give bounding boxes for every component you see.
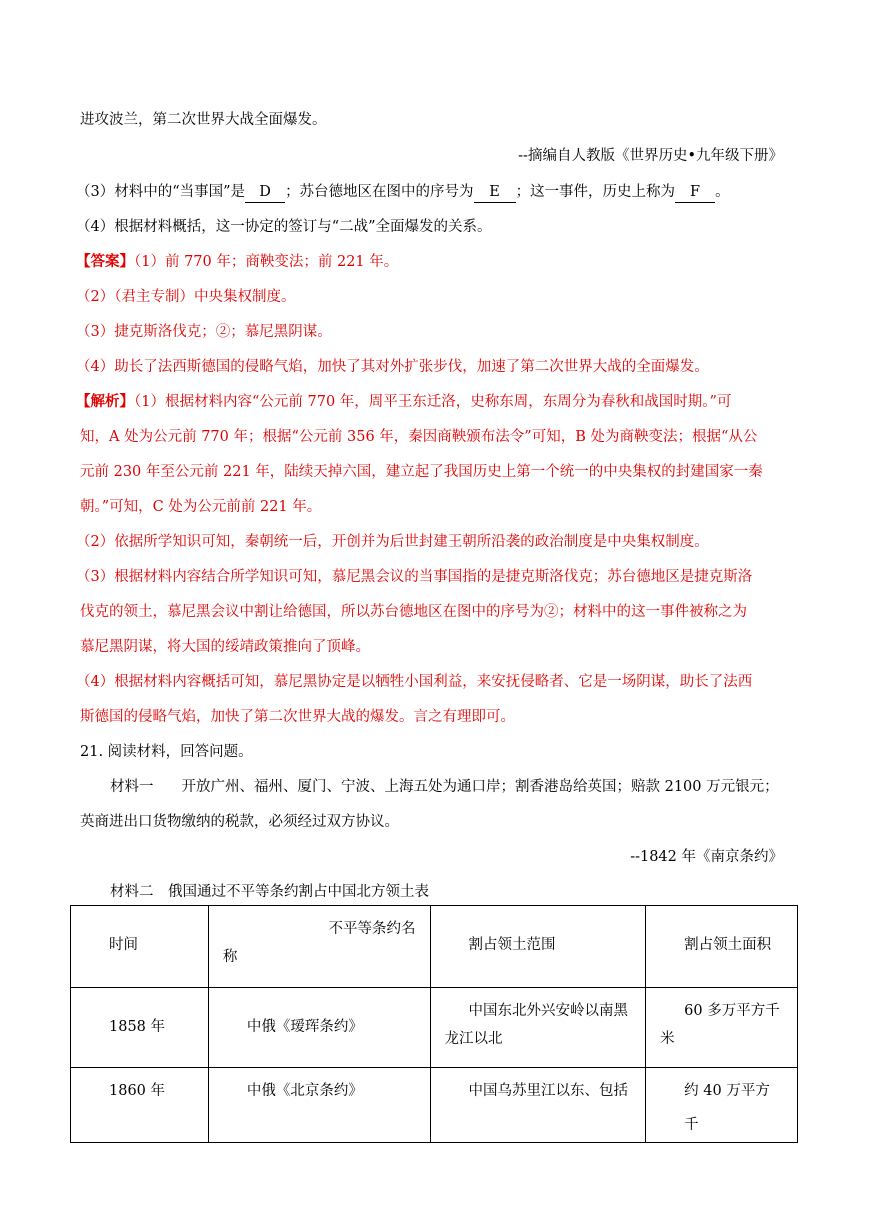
- material-2-label: 材料二 俄国通过不平等条约割占中国北方领土表: [110, 884, 429, 900]
- answer-4: （4）助长了法西斯德国的侵略气焰，加快了其对外扩张步伐，加速了第二次世界大战的全面爆发。: [76, 359, 709, 375]
- analysis-text-1: （1）根据材料内容“公元前 770 年，周平王东迁洛，史称东周，东周分为春秋和战国时期。”可: [134, 394, 732, 410]
- analysis-line-10: 斯德国的侵略气焰，加快了第二次世界大战的爆发。言之有理即可。: [80, 709, 515, 725]
- analysis-line-8: 慕尼黑阴谋，将大国的绥靖政策推向了顶峰。: [80, 639, 370, 655]
- blank-f: F: [675, 182, 715, 203]
- cell-time: 1858 年: [109, 1019, 166, 1035]
- material-tail: 进攻波兰，第二次世界大战全面爆发。: [80, 112, 327, 128]
- blank-e: E: [474, 182, 516, 203]
- cell-treaty: 中俄《北京条约》: [246, 1083, 363, 1099]
- q3-text-2: ；苏台德地区在图中的序号为: [285, 184, 474, 200]
- question-3: [76, 182, 730, 203]
- cell-area-line-1: 约 40 万平方千: [684, 1083, 770, 1133]
- analysis-line-6: （3）根据材料内容结合所学知识可知，慕尼黑会议的当事国指的是捷克斯洛伐克；苏台德地区是捷克斯洛: [76, 569, 753, 585]
- material-1-line-1: [110, 777, 779, 797]
- answer-line-1: [76, 252, 398, 272]
- cell-time: 1860 年: [109, 1083, 166, 1099]
- q3-text-3: ；这一事件，历史上称为: [515, 184, 676, 200]
- cell-area-line-1: 60 多万平方千: [684, 1003, 780, 1019]
- analysis-line-5: （2）依据所学知识可知，秦朝统一后，开创并为后世封建王朝所沿袭的政治制度是中央集权制度。: [76, 534, 709, 550]
- table-header-row: [71, 906, 798, 988]
- q3-text-4: 。: [715, 184, 730, 200]
- answer-tag: 【答案】: [76, 253, 134, 270]
- table-row: [71, 1068, 798, 1143]
- analysis-line-2: 知，A 处为公元前 770 年；根据“公元前 356 年，秦因商鞅颁布法令”可知，B 处为商鞅变法；根据“从公: [80, 429, 758, 445]
- analysis-line-9: （4）根据材料内容概括可知，慕尼黑协定是以牺牲小国利益，来安抚侵略者、它是一场阴谋，助长了法西: [76, 674, 753, 690]
- cell-area-line-2: 米: [660, 1031, 675, 1047]
- blank-d: D: [245, 182, 285, 203]
- question-4: （4）根据材料概括，这一协定的签订与“二战”全面爆发的关系。: [76, 219, 492, 235]
- territory-table: [70, 905, 798, 1143]
- analysis-line-3: 元前 230 年至公元前 221 年，陆续天掉六国，建立起了我国历史上第一个统一的中央集权的封建国家一秦: [80, 464, 763, 480]
- header-area: 割占领土面积: [646, 906, 798, 988]
- analysis-line-4: 朝。”可知，C 处为公元前前 221 年。: [80, 499, 322, 515]
- material-source: --摘编自人教版《世界历史•九年级下册》: [518, 148, 783, 164]
- cell-treaty: 中俄《瑷珲条约》: [246, 1019, 363, 1035]
- question-21-title: 21. 阅读材料，回答问题。: [80, 744, 253, 760]
- analysis-line-1: [76, 392, 731, 412]
- cell-range-line-2: 龙江以北: [444, 1031, 503, 1047]
- material-1-label: 材料一: [110, 779, 154, 795]
- q3-text-1: （3）材料中的“当事国”是: [76, 184, 246, 200]
- material-1-text: 开放广州、福州、厦门、宁波、上海五处为通口岸；割香港岛给英国；赔款 2100 万元银元；: [181, 779, 779, 795]
- cell-range-line-1: 中国东北外兴安岭以南黑: [468, 1003, 629, 1019]
- analysis-line-7: 伐克的领土，慕尼黑会议中割让给德国，所以苏台德地区在图中的序号为②；材料中的这一事件被称之为: [80, 604, 747, 620]
- header-time: 时间: [71, 906, 209, 988]
- answer-3: （3）捷克斯洛伐克；②；慕尼黑阴谋。: [76, 324, 332, 340]
- header-range: 割占领土范围: [430, 906, 646, 988]
- answer-2: （2）（君主专制）中央集权制度。: [76, 289, 296, 305]
- answer-1: （1）前 770 年；商鞅变法；前 221 年。: [134, 254, 399, 270]
- table-row: [71, 988, 798, 1068]
- cell-range-line-1: 中国乌苏里江以东、包括: [468, 1083, 629, 1099]
- material-1-line-2: 英商进出口货物缴纳的税款，必须经过双方协议。: [80, 814, 399, 830]
- material-1-source: --1842 年《南京条约》: [630, 849, 783, 865]
- analysis-tag: 【解析】: [76, 393, 134, 410]
- header-treaty: 不平等条约名 称: [208, 906, 430, 988]
